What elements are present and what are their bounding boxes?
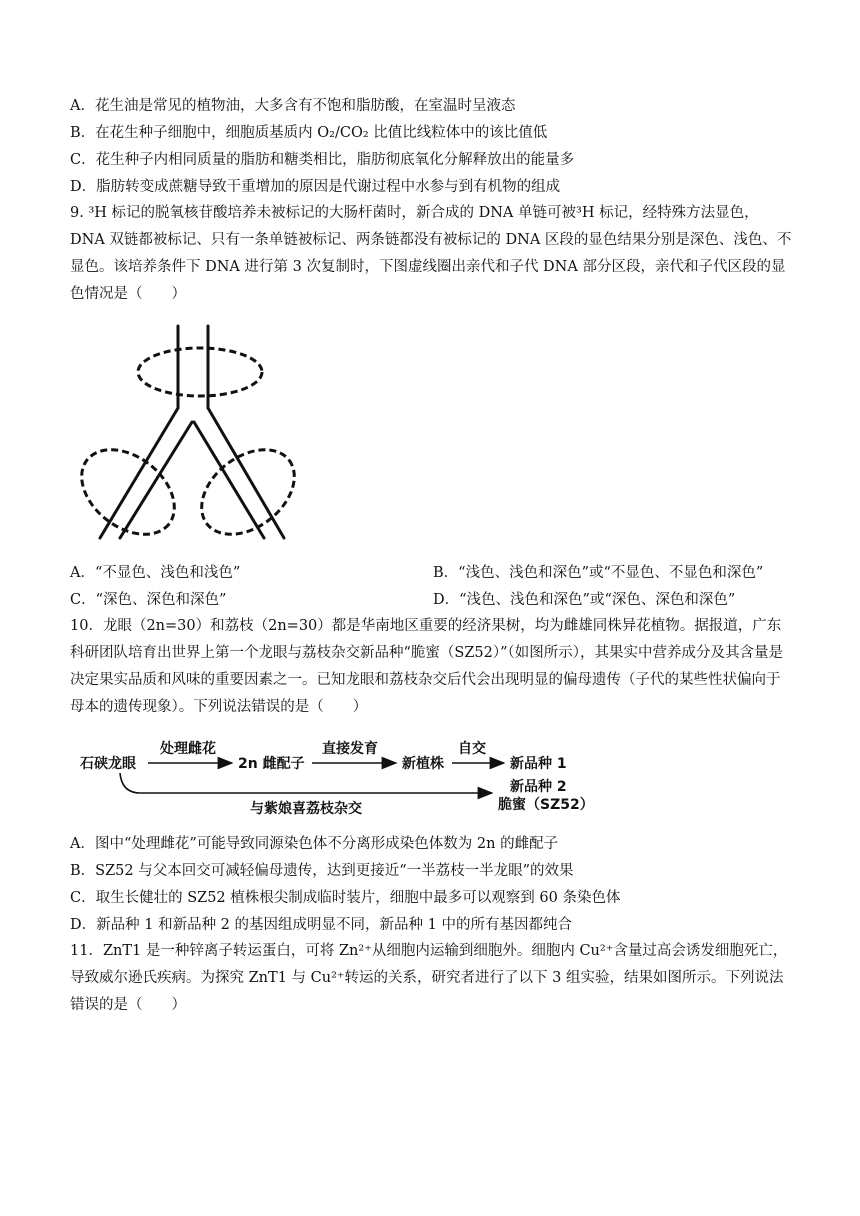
q9-stem: 9. ³H 标记的脱氧核苷酸培养未被标记的大肠杆菌时，新合成的 DNA 单链可被³H 标记，经特殊方法显色，DNA 双链都被标记、只有一条单链被标记、两条链都没有被标记的 DNA 区段的显色结果分别是深色、浅色、不显色。该培养条件下 DNA 进行第 3 次复制时，下图虚线圈出亲代和子代 DNA 部分区段，亲代和子代区段的显色情况是（ ） (70, 205, 792, 302)
flow-node-new-plant: 新植株 (402, 756, 444, 772)
q11-stem: 11．ZnT1 是一种锌离子转运蛋白，可将 Zn²⁺从细胞内运输到细胞外。细胞内 Cu²⁺含量过高会诱发细胞死亡，导致威尔逊氏疾病。为探究 ZnT1 与 Cu²⁺转运的关系，研究者进行了以下 3 组实验，结果如图所示。下列说法错误的是（ ） (70, 943, 788, 1013)
q8-option-c: C．花生种子内相同质量的脂肪和糖类相比，脂肪彻底氧化分解释放出的能量多 (70, 152, 575, 168)
right-daughter-dashed-circle (185, 432, 310, 550)
q10-option-c: C．取生长健壮的 SZ52 植株根尖制成临时装片，细胞中最多可以观察到 60 条染色体 (70, 890, 621, 906)
flow-arrow2-label: 直接发育 (322, 741, 378, 757)
q10-option-b: B．SZ52 与父本回交可减轻偏母遗传，达到更接近“一半荔枝一半龙眼”的效果 (70, 863, 574, 879)
flow-arrow4-label: 与紫娘喜荔枝杂交 (250, 801, 362, 817)
flow-arrow3-label: 自交 (458, 741, 486, 757)
parent-dashed-circle (138, 348, 262, 396)
left-daughter-dashed-circle (70, 432, 191, 550)
left-daughter-inner (120, 422, 192, 538)
flow-start-node: 石硖龙眼 (80, 756, 136, 772)
q8-option-a: A．花生油是常见的植物油，大多含有不饱和脂肪酸，在室温时呈液态 (70, 98, 516, 114)
flow-node-variety1: 新品种 1 (510, 756, 567, 772)
right-daughter-outer (208, 408, 284, 538)
right-daughter-inner (194, 422, 264, 538)
left-daughter-outer (100, 408, 178, 538)
q9-option-c: C．“深色、深色和深色” (70, 592, 227, 608)
q8-option-b: B．在花生种子细胞中，细胞质基质内 O₂/CO₂ 比值比线粒体中的该比值低 (70, 125, 548, 141)
flow-node-cuimi: 脆蜜（SZ52） (498, 797, 594, 813)
breeding-flow-diagram (80, 735, 600, 820)
q9-option-a: A．“不显色、浅色和浅色” (70, 565, 241, 581)
flow-arrow4 (120, 773, 492, 793)
q9-option-d: D．“浅色、浅色和深色”或“深色、深色和深色” (433, 592, 736, 608)
q10-option-a: A．图中“处理雌花”可能导致同源染色体不分离形成染色体数为 2n 的雌配子 (70, 836, 559, 852)
q8-option-d: D．脂肪转变成蔗糖导致干重增加的原因是代谢过程中水参与到有机物的组成 (70, 179, 561, 195)
dna-replication-figure (70, 320, 310, 550)
flow-node-2n-gamete: 2n 雌配子 (238, 756, 305, 772)
flow-node-variety2: 新品种 2 (510, 779, 567, 795)
q9-option-b: B．“浅色、浅色和深色”或“不显色、不显色和深色” (433, 565, 764, 581)
q10-option-d: D．新品种 1 和新品种 2 的基因组成明显不同，新品种 1 中的所有基因都纯合 (70, 917, 572, 933)
flow-arrow1-label: 处理雌花 (160, 741, 216, 757)
q10-stem: 10．龙眼（2n=30）和荔枝（2n=30）都是华南地区重要的经济果树，均为雌雄同株异花植物。据报道，广东科研团队培育出世界上第一个龙眼与荔枝杂交新品种“脆蜜（SZ52）”（如图所示），其果实中营养成分及其含量是决定果实品质和风味的重要因素之一。已知龙眼和荔枝杂交后代会出现明显的偏母遗传（子代的某些性状偏向于母本的遗传现象）。下列说法错误的是（ ） (70, 618, 784, 715)
